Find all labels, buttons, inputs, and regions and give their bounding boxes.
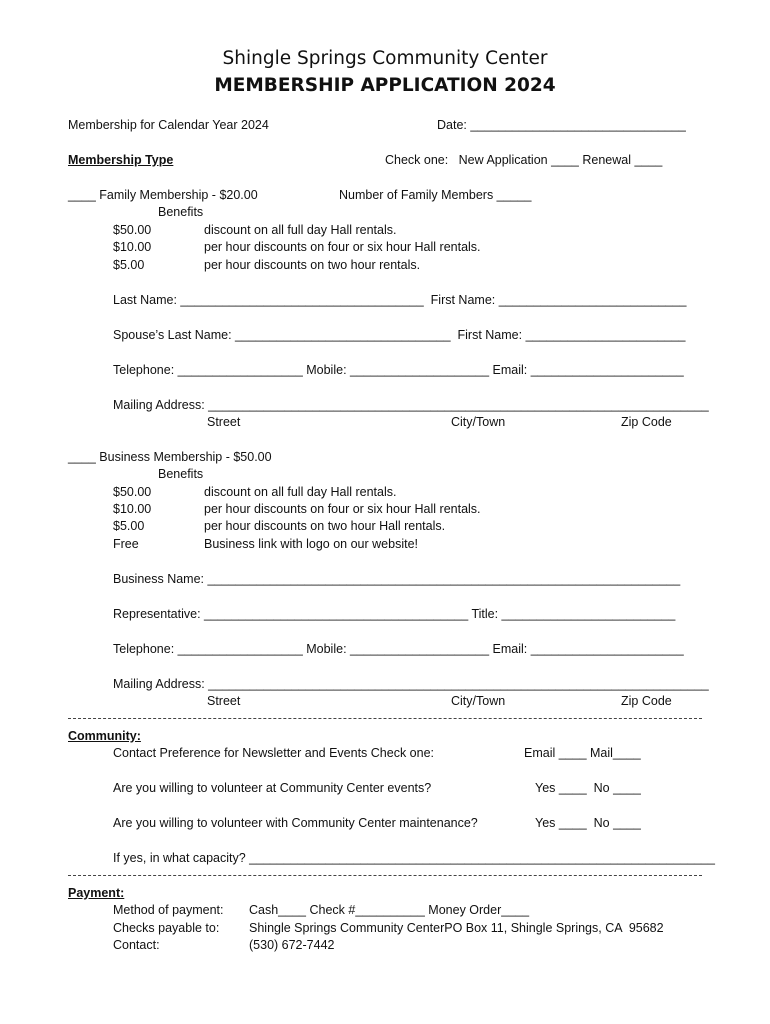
benefit-text: per hour discounts on two hour rentals. <box>204 258 421 272</box>
calendar-year: Membership for Calendar Year 2024 <box>68 118 269 132</box>
street-label: Street <box>207 415 241 429</box>
section-divider <box>68 875 702 876</box>
contact-phone: (530) 672-7442 <box>249 938 335 952</box>
zip-label: Zip Code <box>621 415 672 429</box>
business-membership-option[interactable]: ____ Business Membership - $50.00 <box>68 450 272 464</box>
spouse-name-fields[interactable]: Spouse’s Last Name: _______________________________ First Name: _______________________ <box>113 328 686 342</box>
newsletter-question: Contact Preference for Newsletter and Events Check one: <box>113 746 434 760</box>
family-membership-option[interactable]: ____ Family Membership - $20.00 <box>68 188 258 202</box>
community-heading: Community: <box>68 729 141 743</box>
payment-method-options[interactable]: Cash____ Check #__________ Money Order____ <box>249 903 530 917</box>
benefit-amount: $50.00 <box>113 485 152 499</box>
business-benefits-label: Benefits <box>158 467 204 481</box>
business-name-field[interactable]: Business Name: ____________________________________________________________________ <box>113 572 681 586</box>
business-contact-fields[interactable]: Telephone: __________________ Mobile: ____________________ Email: ______________________ <box>113 642 684 656</box>
date-field[interactable]: Date: _______________________________ <box>437 118 686 132</box>
payment-method-label: Method of payment: <box>113 903 224 917</box>
city-label: City/Town <box>451 694 506 708</box>
payment-heading: Payment: <box>68 886 125 900</box>
benefit-amount: $5.00 <box>113 258 145 272</box>
city-label: City/Town <box>451 415 506 429</box>
payable-value: Shingle Springs Community CenterPO Box 11, Shingle Springs, CA 95682 <box>249 921 664 935</box>
application-type-check[interactable]: Check one: New Application ____ Renewal ____ <box>385 153 663 167</box>
benefit-text: per hour discounts on four or six hour Hall rentals. <box>204 502 481 516</box>
volunteer-maintenance-choice[interactable]: Yes ____ No ____ <box>535 816 641 830</box>
benefit-text: per hour discounts on four or six hour Hall rentals. <box>204 240 481 254</box>
benefit-text: per hour discounts on two hour Hall rentals. <box>204 519 446 533</box>
section-divider <box>68 718 702 719</box>
benefit-amount: $50.00 <box>113 223 152 237</box>
volunteer-events-choice[interactable]: Yes ____ No ____ <box>535 781 641 795</box>
benefit-amount: $10.00 <box>113 240 152 254</box>
zip-label: Zip Code <box>621 694 672 708</box>
family-mailing-address[interactable]: Mailing Address: ________________________________________________________________________ <box>113 398 709 412</box>
family-members-count[interactable]: Number of Family Members _____ <box>339 188 532 202</box>
business-mailing-address[interactable]: Mailing Address: ________________________________________________________________________ <box>113 677 709 691</box>
benefit-text: discount on all full day Hall rentals. <box>204 223 397 237</box>
benefit-amount: $5.00 <box>113 519 145 533</box>
form-title: MEMBERSHIP APPLICATION 2024 <box>214 75 556 96</box>
volunteer-maintenance-question: Are you willing to volunteer with Community Center maintenance? <box>113 816 478 830</box>
family-benefits-label: Benefits <box>158 205 204 219</box>
newsletter-choice[interactable]: Email ____ Mail____ <box>524 746 641 760</box>
volunteer-events-question: Are you willing to volunteer at Community Center events? <box>113 781 432 795</box>
family-contact-fields[interactable]: Telephone: __________________ Mobile: ____________________ Email: ______________________ <box>113 363 684 377</box>
benefit-amount: $10.00 <box>113 502 152 516</box>
benefit-amount: Free <box>113 537 139 551</box>
membership-type-heading: Membership Type <box>68 153 174 167</box>
volunteer-capacity-field[interactable]: If yes, in what capacity? ___________________________________________________________________ <box>113 851 715 865</box>
benefit-text: discount on all full day Hall rentals. <box>204 485 397 499</box>
contact-label: Contact: <box>113 938 160 952</box>
representative-fields[interactable]: Representative: ______________________________________ Title: _________________________ <box>113 607 676 621</box>
family-name-fields[interactable]: Last Name: ___________________________________ First Name: ___________________________ <box>113 293 687 307</box>
org-name: Shingle Springs Community Center <box>222 48 548 69</box>
payable-label: Checks payable to: <box>113 921 220 935</box>
benefit-text: Business link with logo on our website! <box>204 537 419 551</box>
street-label: Street <box>207 694 241 708</box>
